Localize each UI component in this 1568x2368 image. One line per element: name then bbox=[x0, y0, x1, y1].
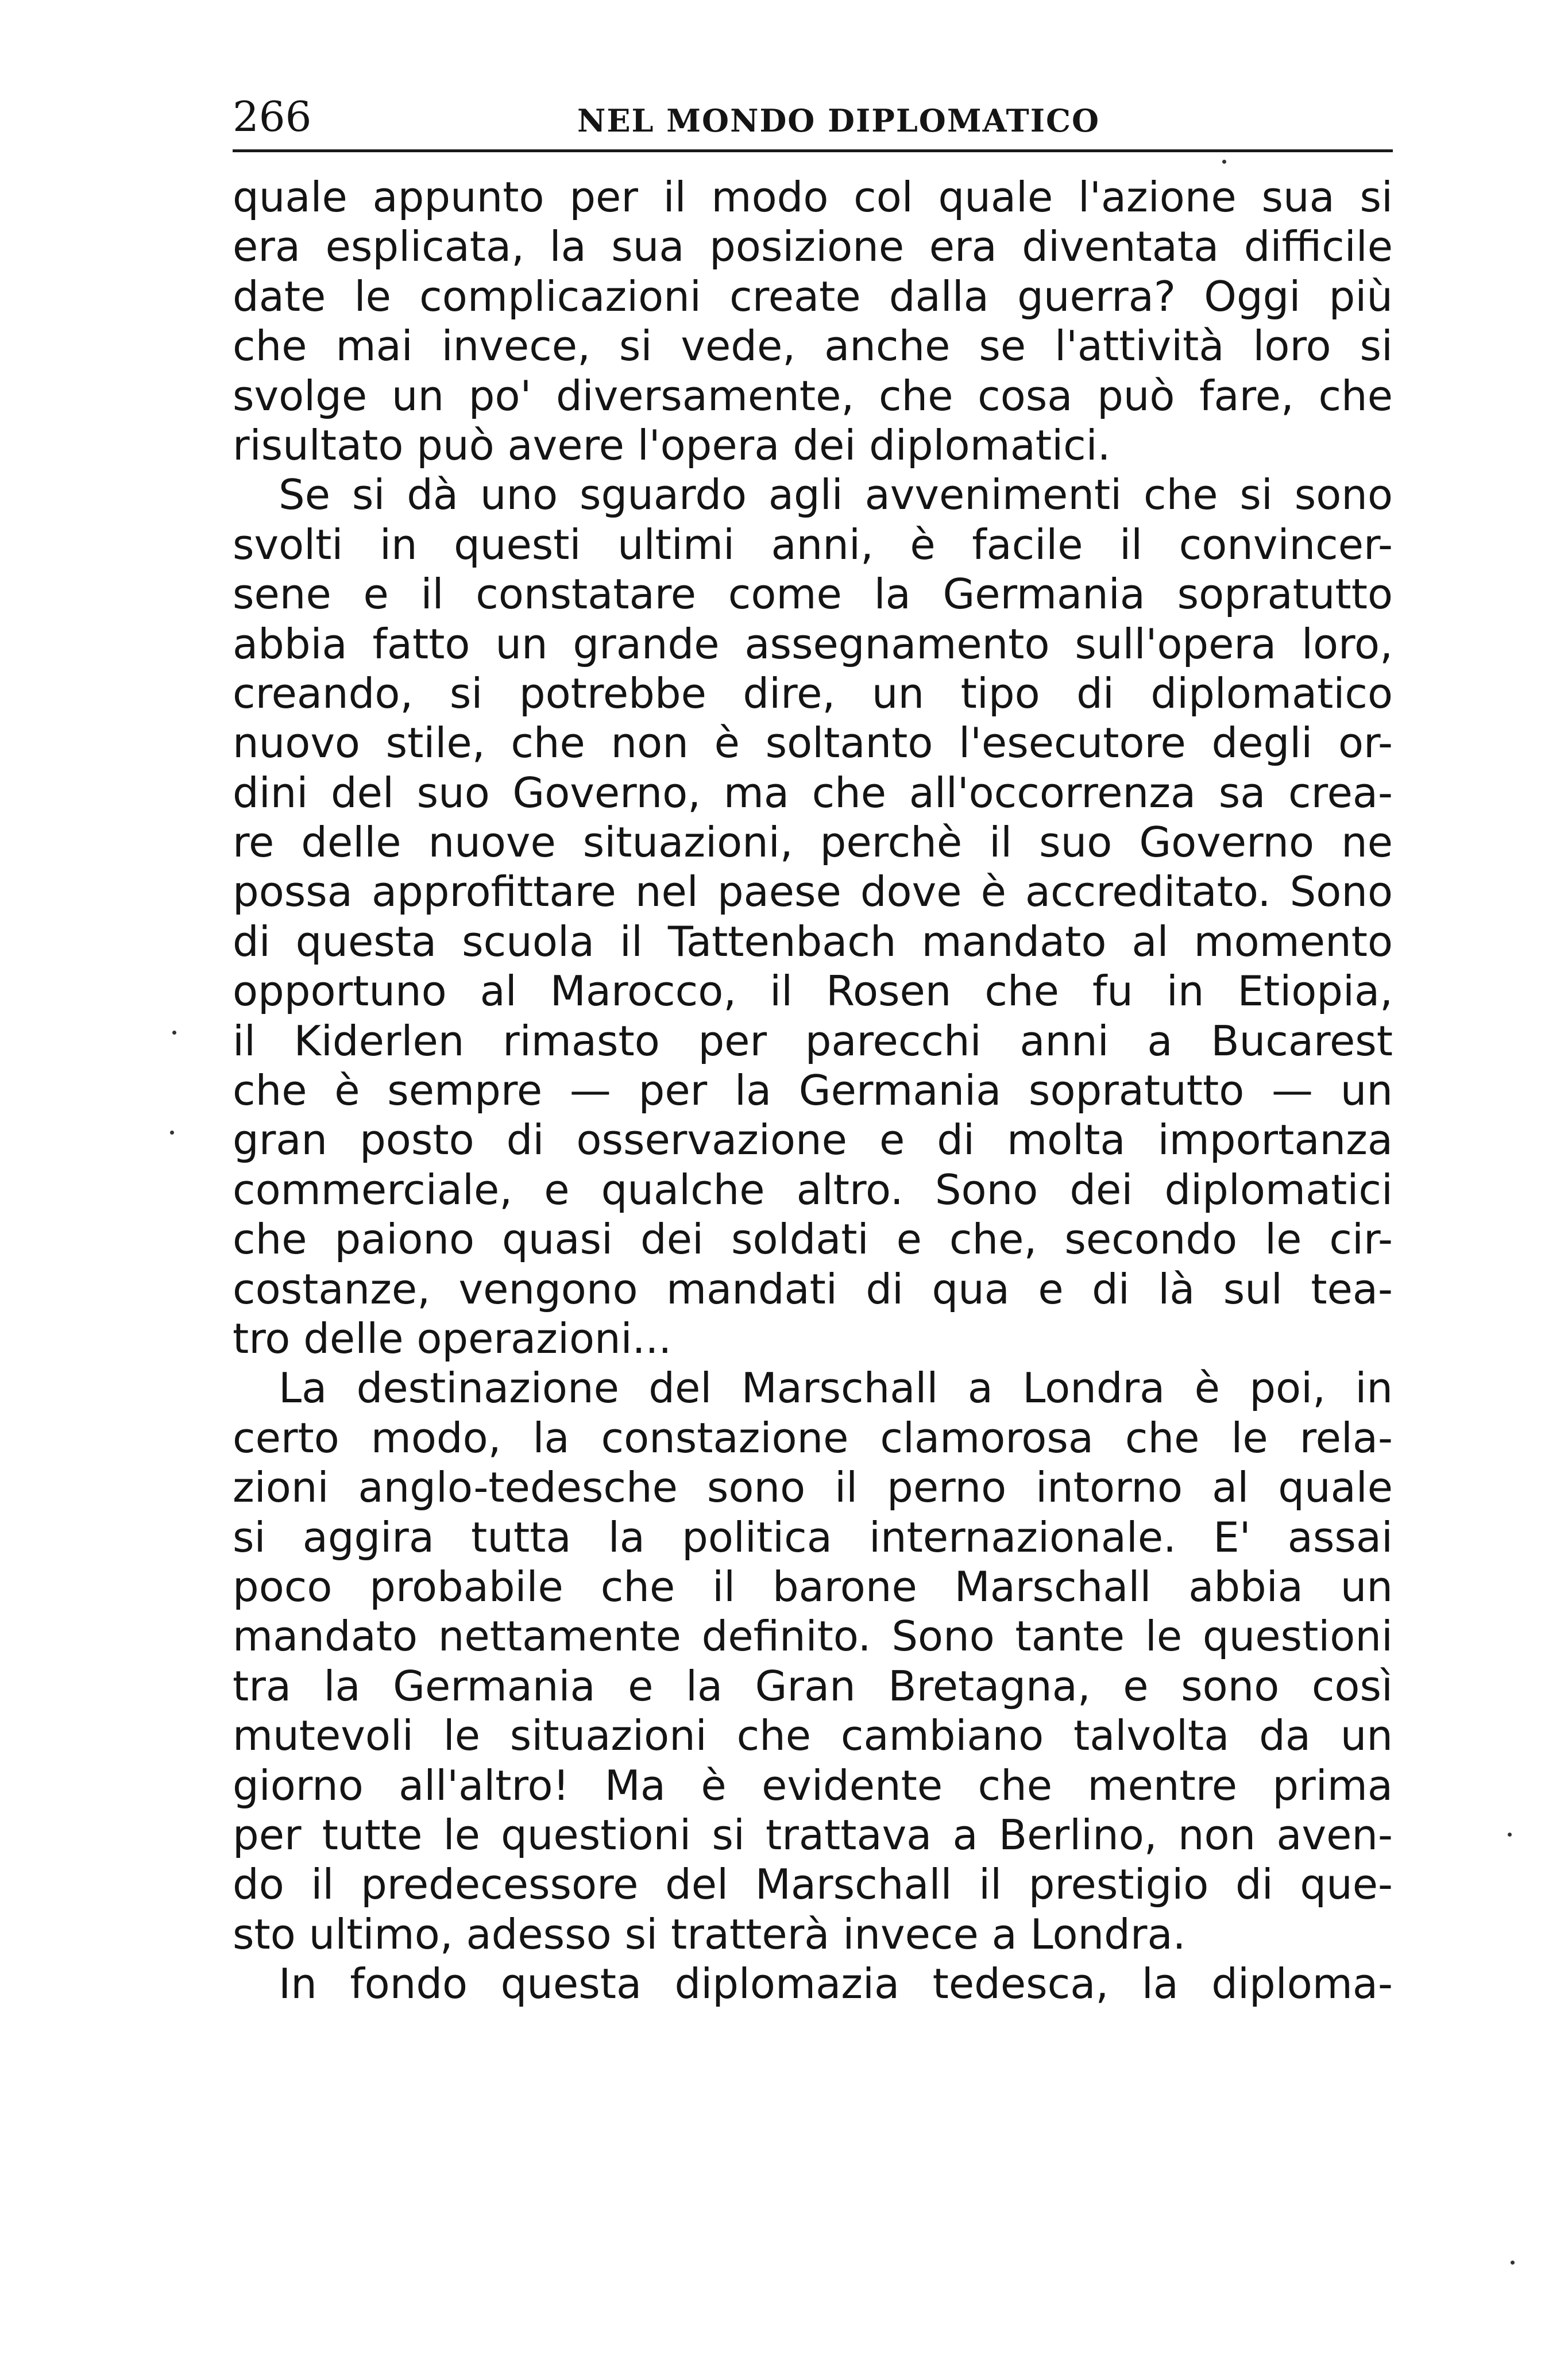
text-line: mandato nettamente definito. Sono tante le questioni bbox=[233, 1612, 1393, 1661]
text-line: sene e il constatare come la Germania sopratutto bbox=[233, 570, 1393, 619]
text-line: gran posto di osservazione e di molta importanza bbox=[233, 1116, 1393, 1164]
header-rule bbox=[233, 149, 1393, 152]
text-line: mutevoli le situazioni che cambiano talvolta da un bbox=[233, 1711, 1393, 1760]
text-line: commerciale, e qualche altro. Sono dei diplomatici bbox=[233, 1165, 1393, 1214]
text-line: tra la Germania e la Gran Bretagna, e sono così bbox=[233, 1661, 1393, 1710]
text-line: quale appunto per il modo col quale l'azione sua si bbox=[233, 173, 1393, 221]
text-line: possa approfittare nel paese dove è accreditato. Sono bbox=[233, 867, 1393, 916]
text-line: re delle nuove situazioni, perchè il suo Governo ne bbox=[233, 818, 1393, 867]
text-line: svolti in questi ultimi anni, è facile il convincer- bbox=[233, 520, 1393, 569]
text-line: nuovo stile, che non è soltanto l'esecutore degli or- bbox=[233, 719, 1393, 768]
text-line: svolge un po' diversamente, che cosa può fare, che bbox=[233, 371, 1393, 420]
text-line: il Kiderlen rimasto per parecchi anni a Bucarest bbox=[233, 1016, 1393, 1065]
text-line: dini del suo Governo, ma che all'occorrenza sa crea- bbox=[233, 768, 1393, 817]
text-line: che paiono quasi dei soldati e che, secondo le cir- bbox=[233, 1215, 1393, 1264]
text-line: che è sempre — per la Germania sopratutto — un bbox=[233, 1066, 1393, 1115]
text-line: risultato può avere l'opera dei diplomatici. bbox=[233, 421, 1111, 469]
text-line: giorno all'altro! Ma è evidente che mentre prima bbox=[233, 1761, 1393, 1810]
scan-speck bbox=[1511, 2261, 1515, 2265]
scan-speck bbox=[1222, 160, 1226, 164]
text-line: per tutte le questioni si trattava a Berlino, non aven- bbox=[233, 1810, 1393, 1859]
body-text bbox=[233, 172, 1393, 2008]
page-header bbox=[233, 86, 1393, 149]
text-line: zioni anglo-tedesche sono il perno intorno al quale bbox=[233, 1463, 1393, 1512]
text-line: creando, si potrebbe dire, un tipo di diplomatico bbox=[233, 669, 1393, 718]
scan-speck bbox=[172, 1031, 176, 1035]
text-line: che mai invece, si vede, anche se l'attività loro si bbox=[233, 322, 1393, 371]
text-line: si aggira tutta la politica internazionale. E' assai bbox=[233, 1513, 1393, 1561]
text-line: La destinazione del Marschall a Londra è poi, in bbox=[279, 1364, 1393, 1413]
text-line: date le complicazioni create dalla guerra? Oggi più bbox=[233, 272, 1393, 321]
running-head: NEL MONDO DIPLOMATICO bbox=[577, 102, 1100, 139]
text-line: Se si dà uno sguardo agli avvenimenti che si sono bbox=[279, 470, 1393, 519]
text-line: tro delle operazioni... bbox=[233, 1314, 672, 1363]
text-line: In fondo questa diplomazia tedesca, la diploma- bbox=[279, 1960, 1393, 2008]
text-line: certo modo, la constazione clamorosa che le rela- bbox=[233, 1413, 1393, 1462]
scan-speck bbox=[1508, 1833, 1512, 1837]
text-line: poco probabile che il barone Marschall abbia un bbox=[233, 1562, 1393, 1611]
text-line: do il predecessore del Marschall il prestigio di que- bbox=[233, 1860, 1393, 1909]
text-line: opportuno al Marocco, il Rosen che fu in Etiopia, bbox=[233, 967, 1393, 1016]
text-line: abbia fatto un grande assegnamento sull'opera loro, bbox=[233, 619, 1393, 668]
text-line: di questa scuola il Tattenbach mandato al momento bbox=[233, 917, 1393, 966]
text-line: sto ultimo, adesso si tratterà invece a Londra. bbox=[233, 1910, 1186, 1958]
text-line: era esplicata, la sua posizione era diventata difficile bbox=[233, 222, 1393, 271]
text-line: costanze, vengono mandati di qua e di là sul tea- bbox=[233, 1264, 1393, 1313]
scan-speck bbox=[170, 1131, 174, 1135]
page-number: 266 bbox=[233, 92, 312, 141]
